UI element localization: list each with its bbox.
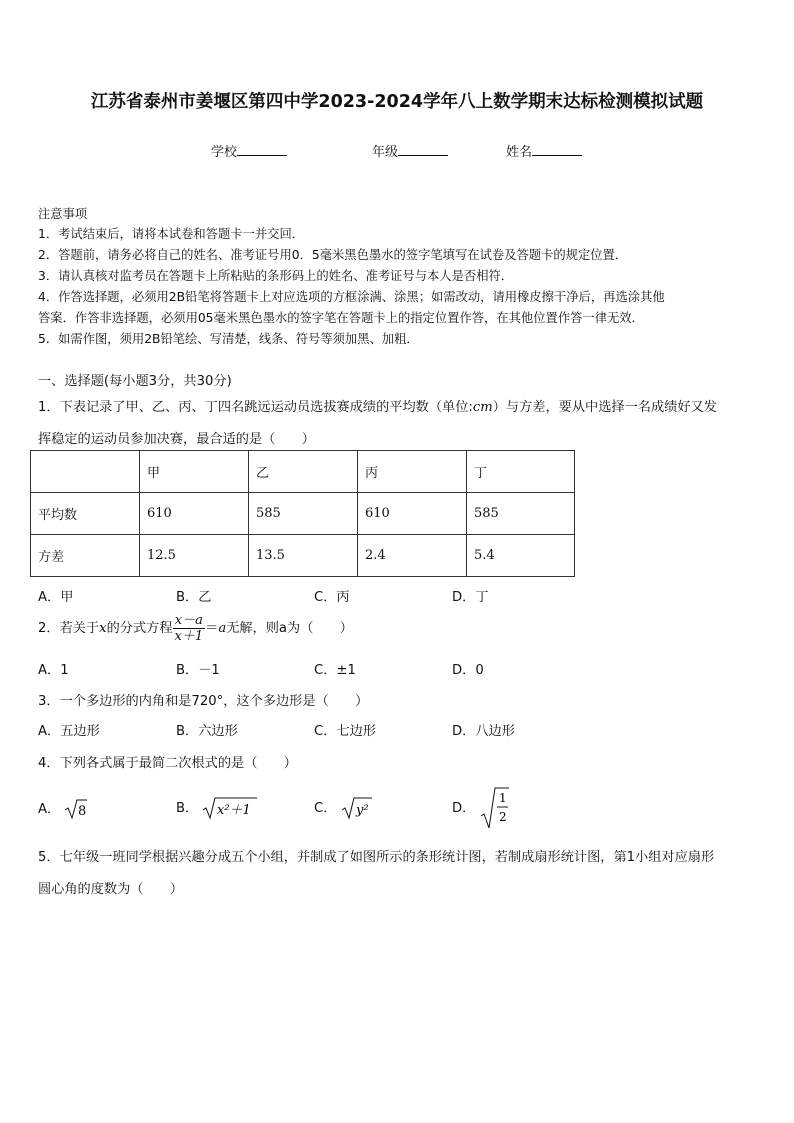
- option-a: A．甲: [38, 590, 74, 605]
- school-field: [211, 141, 287, 160]
- table-cell: 方差: [31, 535, 140, 577]
- question-2: [38, 611, 353, 647]
- option-d: [452, 786, 510, 830]
- question-5-line2: 圆心角的度数为（ ）: [38, 882, 184, 897]
- q2-rhs: a: [218, 621, 227, 636]
- table-header-row: [31, 451, 575, 493]
- option-b: [176, 796, 258, 820]
- section-heading: 一、选择题(每小题3分，共30分): [38, 374, 232, 389]
- table-cell: 585: [467, 493, 575, 535]
- option-c: C．±1: [314, 663, 356, 678]
- table-cell: 2.4: [358, 535, 467, 577]
- question-5-line1: 5．七年级一班同学根据兴趣分成五个小组，并制成了如图所示的条形统计图，若制成扇形统计图，第1小组对应扇形: [38, 850, 715, 865]
- option-c: C．七边形: [314, 724, 376, 739]
- option-label: C．: [314, 801, 337, 816]
- option-label: A．: [38, 802, 61, 817]
- question-3: 3．一个多边形的内角和是720°，这个多边形是（ ）: [38, 694, 369, 709]
- school-label: 学校: [211, 145, 238, 160]
- table-cell: 610: [358, 493, 467, 535]
- radicand: 1: [498, 791, 507, 805]
- table-cell: 5.4: [467, 535, 575, 577]
- note-item: 5．如需作图，须用2B铅笔绘、写清楚，线条、符号等须加黑、加粗．: [38, 332, 419, 346]
- option-b: B．－1: [176, 663, 220, 678]
- radical-sign: [202, 796, 258, 820]
- radicand: 8: [78, 804, 87, 819]
- radical-sign: [480, 786, 510, 830]
- table-cell: 13.5: [249, 535, 358, 577]
- name-field: [506, 141, 582, 160]
- q2-prefix: 2．若关于: [38, 621, 100, 636]
- option-label: B．: [176, 801, 199, 816]
- table-cell: 12.5: [140, 535, 249, 577]
- table-cell: 平均数: [31, 493, 140, 535]
- table-cell: 610: [140, 493, 249, 535]
- option-c: [314, 796, 373, 820]
- grade-blank: [398, 143, 448, 156]
- table-cell: 丙: [358, 451, 467, 493]
- q1-unit: cm: [472, 400, 493, 415]
- question-1-line1: [38, 396, 717, 415]
- q2-var: x: [99, 621, 107, 636]
- option-label: D．: [452, 801, 476, 816]
- grade-field: [372, 141, 448, 160]
- note-item: 1．考试结束后，请将本试卷和答题卡一并交回．: [38, 227, 305, 241]
- radical-sign: [341, 796, 373, 820]
- option-b: B．六边形: [176, 724, 238, 739]
- fraction: [173, 613, 206, 644]
- question-4: 4．下列各式属于最简二次根式的是（ ）: [38, 756, 297, 771]
- q2-suffix: 无解，则a为（ ）: [226, 621, 353, 636]
- name-blank: [532, 143, 582, 156]
- scores-table: [30, 450, 575, 577]
- note-item: 4．作答选择题，必须用2B铅笔将答题卡上对应选项的方框涂满、涂黑；如需改动，请用橡皮擦干净后，再选涂其他: [38, 290, 665, 304]
- option-a: [38, 798, 88, 820]
- option-a: A．1: [38, 663, 69, 678]
- fraction-denominator: x＋1: [174, 628, 204, 644]
- table-row: [31, 535, 575, 577]
- name-label: 姓名: [506, 145, 533, 160]
- grade-label: 年级: [372, 145, 399, 160]
- table-cell: 甲: [140, 451, 249, 493]
- note-item: 3．请认真核对监考员在答题卡上所粘贴的条形码上的姓名、准考证号与本人是否相符．: [38, 269, 514, 283]
- notes-heading: 注意事项: [38, 207, 88, 221]
- school-blank: [237, 143, 287, 156]
- fraction-numerator: x－a: [173, 613, 206, 629]
- question-1-line2: 挥稳定的运动员参加决赛，最合适的是（ ）: [38, 432, 315, 447]
- q2-eq: ＝: [205, 621, 219, 636]
- table-row: [31, 493, 575, 535]
- fraction-denominator: 2: [498, 810, 507, 824]
- page-title: 江苏省泰州市姜堰区第四中学2023-2024学年八上数学期末达标检测模拟试题: [90, 92, 704, 112]
- radicand: y²: [355, 803, 369, 818]
- table-cell: 585: [249, 493, 358, 535]
- table-cell: 乙: [249, 451, 358, 493]
- table-cell: [31, 451, 140, 493]
- option-b: B．乙: [176, 590, 212, 605]
- option-d: D．八边形: [452, 724, 515, 739]
- note-item: 答案．作答非选择题，必须用05毫米黑色墨水的签字笔在答题卡上的指定位置作答，在其他位置作答一律无效．: [38, 311, 644, 325]
- option-c: C．丙: [314, 590, 350, 605]
- q1-text-a: 1．下表记录了甲、乙、丙、丁四名跳远运动员选拔赛成绩的平均数（单位:: [38, 400, 473, 415]
- q1-text-b: ）与方差，要从中选择一名成绩好又发: [492, 400, 717, 415]
- table-cell: 丁: [467, 451, 575, 493]
- option-d: D．丁: [452, 590, 489, 605]
- option-a: A．五边形: [38, 724, 100, 739]
- q2-mid: 的分式方程: [106, 621, 173, 636]
- radicand: x²＋1: [217, 803, 252, 818]
- note-item: 2．答题前，请务必将自己的姓名、准考证号用0．5毫米黑色墨水的签字笔填写在试卷及答题卡的规定位置．: [38, 248, 628, 262]
- radical-sign: [64, 798, 88, 820]
- option-d: D．0: [452, 663, 484, 678]
